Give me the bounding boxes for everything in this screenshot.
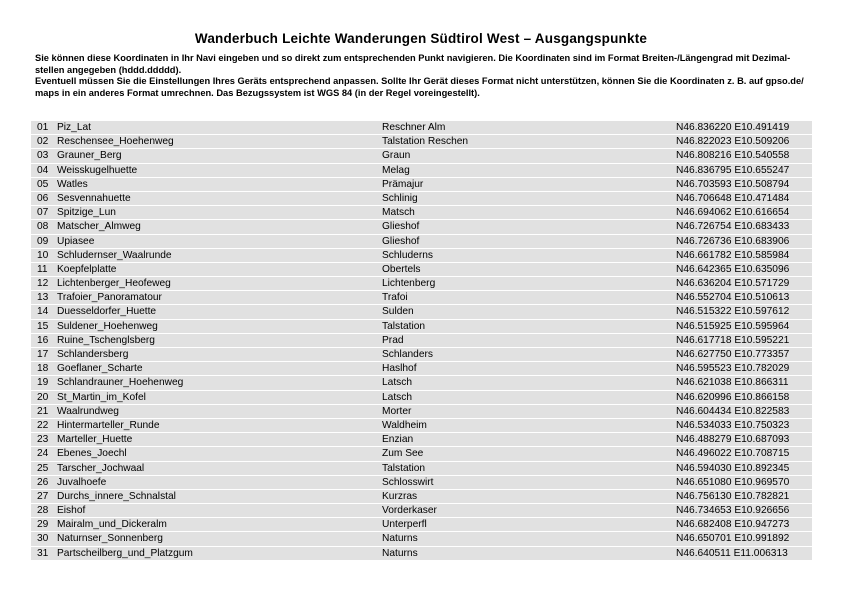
start-point: Reschner Alm bbox=[382, 122, 446, 133]
row-number: 29 bbox=[37, 519, 49, 531]
row-number: 15 bbox=[37, 320, 49, 332]
tour-name: Schludernser_Waalrunde bbox=[57, 249, 172, 261]
table-row bbox=[31, 447, 812, 460]
tour-name: Reschensee_Hoehenweg bbox=[57, 136, 174, 148]
start-point: Talstation bbox=[382, 462, 426, 474]
start-point: Schluderns bbox=[382, 249, 433, 261]
tour-name: Koepfelplatte bbox=[57, 263, 117, 275]
start-point: Kurzras bbox=[382, 490, 418, 502]
start-point: Talstation Reschen bbox=[382, 136, 469, 148]
start-point: Waldheim bbox=[382, 419, 427, 431]
row-number: 27 bbox=[37, 490, 49, 502]
row-number: 26 bbox=[37, 476, 49, 488]
tour-name: St_Martin_im_Kofel bbox=[57, 391, 146, 403]
table-row bbox=[31, 277, 812, 290]
start-point: Morter bbox=[382, 405, 412, 417]
coordinates: N46.604434 E10.822583 bbox=[676, 405, 790, 417]
intro-line-4: maps in ein anderes Format umrechnen. Das Bezugssystem ist WGS 84 (in der Regel voreingestellt). bbox=[35, 87, 480, 98]
coordinates: N46.734653 E10.926656 bbox=[676, 505, 790, 517]
tour-name: Upiasee bbox=[57, 235, 95, 247]
start-point: Prämajur bbox=[382, 178, 424, 190]
coordinates: N46.617718 E10.595221 bbox=[676, 334, 790, 346]
starting-points-table bbox=[31, 121, 812, 560]
row-number: 10 bbox=[37, 249, 49, 261]
coordinates: N46.650701 E10.991892 bbox=[676, 533, 790, 545]
table-row bbox=[31, 433, 812, 446]
coordinates: N46.620996 E10.866158 bbox=[676, 391, 790, 403]
start-point: Graun bbox=[382, 150, 411, 162]
coordinates: N46.534033 E10.750323 bbox=[676, 419, 790, 431]
tour-name: Lichtenberger_Heofeweg bbox=[57, 278, 171, 290]
start-point: Haslhof bbox=[382, 363, 417, 375]
row-number: 20 bbox=[37, 391, 49, 403]
coordinates: N46.822023 E10.509206 bbox=[676, 136, 790, 148]
coordinates: N46.836220 E10.491419 bbox=[676, 122, 790, 133]
table-row bbox=[31, 547, 812, 560]
table-row bbox=[31, 348, 812, 361]
tour-name: Juvalhoefe bbox=[57, 476, 107, 488]
intro-line-3: Eventuell müssen Sie die Einstellungen Ihres Geräts entsprechend anpassen. Sollte Ihr Gerät dieses Format nicht unterstützen, können Sie die Koordinaten z. B. auf gpso.de/ bbox=[35, 76, 804, 86]
tour-name: Mairalm_und_Dickeralm bbox=[57, 519, 167, 531]
row-number: 18 bbox=[37, 363, 49, 375]
table-row bbox=[31, 334, 812, 347]
tour-name: Matscher_Almweg bbox=[57, 221, 141, 233]
row-number: 21 bbox=[37, 405, 49, 417]
row-number: 25 bbox=[37, 462, 49, 474]
coordinates: N46.636204 E10.571729 bbox=[676, 278, 790, 290]
coordinates: N46.642365 E10.635096 bbox=[676, 263, 790, 275]
coordinates: N46.703593 E10.508794 bbox=[676, 178, 790, 190]
row-number: 14 bbox=[37, 306, 49, 318]
row-number: 06 bbox=[37, 192, 49, 204]
row-number: 23 bbox=[37, 434, 49, 446]
row-number: 01 bbox=[37, 122, 49, 133]
start-point: Unterperfl bbox=[382, 519, 427, 531]
tour-name: Trafoier_Panoramatour bbox=[57, 292, 162, 304]
start-point: Schlosswirt bbox=[382, 476, 434, 488]
tour-name: Goeflaner_Scharte bbox=[57, 363, 143, 375]
coordinates: N46.706648 E10.471484 bbox=[676, 192, 790, 204]
coordinates: N46.488279 E10.687093 bbox=[676, 434, 790, 446]
table-row bbox=[31, 235, 812, 248]
start-point: Naturns bbox=[382, 533, 418, 545]
row-number: 16 bbox=[37, 334, 49, 346]
row-number: 28 bbox=[37, 505, 49, 517]
table-row bbox=[31, 206, 812, 219]
tour-name: Marteller_Huette bbox=[57, 434, 133, 446]
start-point: Prad bbox=[382, 334, 404, 346]
intro-text bbox=[35, 53, 830, 99]
table-row bbox=[31, 291, 812, 304]
tour-name: Ebenes_Joechl bbox=[57, 448, 127, 460]
coordinates: N46.694062 E10.616654 bbox=[676, 207, 790, 219]
tour-name: Sesvennahuette bbox=[57, 192, 131, 204]
coordinates: N46.836795 E10.655247 bbox=[676, 164, 790, 176]
start-point: Sulden bbox=[382, 306, 414, 318]
row-number: 22 bbox=[37, 419, 49, 431]
tour-name: Suldener_Hoehenweg bbox=[57, 320, 158, 332]
start-point: Lichtenberg bbox=[382, 278, 436, 290]
coordinates: N46.651080 E10.969570 bbox=[676, 476, 790, 488]
start-point: Zum See bbox=[382, 448, 424, 460]
table-row bbox=[31, 362, 812, 375]
tour-name: Duesseldorfer_Huette bbox=[57, 306, 157, 318]
start-point: Trafoi bbox=[382, 292, 408, 304]
tour-name: Piz_Lat bbox=[57, 122, 91, 133]
start-point: Schlinig bbox=[382, 192, 418, 204]
row-number: 05 bbox=[37, 178, 49, 190]
row-number: 31 bbox=[37, 547, 49, 559]
table-row bbox=[31, 419, 812, 432]
start-point: Glieshof bbox=[382, 235, 420, 247]
table-row bbox=[31, 164, 812, 177]
coordinates: N46.661782 E10.585984 bbox=[676, 249, 790, 261]
tour-name: Partscheilberg_und_Platzgum bbox=[57, 547, 193, 559]
start-point: Glieshof bbox=[382, 221, 420, 233]
table-row bbox=[31, 149, 812, 162]
table-row bbox=[31, 462, 812, 475]
coordinates: N46.496022 E10.708715 bbox=[676, 448, 790, 460]
start-point: Naturns bbox=[382, 547, 418, 559]
table-row bbox=[31, 249, 812, 262]
table-row bbox=[31, 178, 812, 191]
table-row bbox=[31, 518, 812, 531]
tour-name: Schlandersberg bbox=[57, 349, 129, 360]
row-number: 19 bbox=[37, 377, 49, 389]
row-number: 30 bbox=[37, 533, 49, 545]
start-point: Enzian bbox=[382, 434, 414, 446]
row-number: 03 bbox=[37, 150, 49, 162]
tour-name: Naturnser_Sonnenberg bbox=[57, 533, 163, 545]
coordinates: N46.682408 E10.947273 bbox=[676, 519, 790, 531]
start-point: Latsch bbox=[382, 391, 413, 403]
intro-line-2: stellen angegeben (hddd.ddddd). bbox=[35, 64, 182, 75]
table-row bbox=[31, 220, 812, 233]
tour-name: Schlandrauner_Hoehenweg bbox=[57, 377, 184, 389]
row-number: 02 bbox=[37, 136, 49, 148]
tour-name: Grauner_Berg bbox=[57, 150, 122, 162]
tour-name: Tarscher_Jochwaal bbox=[57, 462, 145, 474]
start-point: Matsch bbox=[382, 207, 415, 219]
row-number: 08 bbox=[37, 221, 49, 233]
row-number: 13 bbox=[37, 292, 49, 304]
tour-name: Waalrundweg bbox=[57, 405, 119, 417]
row-number: 11 bbox=[37, 263, 48, 275]
coordinates: N46.595523 E10.782029 bbox=[676, 363, 790, 375]
coordinates: N46.726736 E10.683906 bbox=[676, 235, 790, 247]
start-point: Vorderkaser bbox=[382, 505, 437, 517]
row-number: 04 bbox=[37, 164, 49, 176]
start-point: Melag bbox=[382, 164, 410, 176]
coordinates: N46.552704 E10.510613 bbox=[676, 292, 790, 304]
table-row bbox=[31, 320, 812, 333]
start-point: Latsch bbox=[382, 377, 413, 389]
coordinates: N46.808216 E10.540558 bbox=[676, 150, 790, 162]
tour-name: Spitzige_Lun bbox=[57, 207, 116, 219]
coordinates: N46.640511 E11.006313 bbox=[676, 547, 788, 559]
table-row bbox=[31, 490, 812, 503]
table-row bbox=[31, 305, 812, 318]
coordinates: N46.756130 E10.782821 bbox=[676, 490, 790, 502]
row-number: 09 bbox=[37, 235, 49, 247]
start-point: Obertels bbox=[382, 263, 421, 275]
table-row bbox=[31, 476, 812, 489]
table-row bbox=[31, 135, 812, 148]
row-number: 17 bbox=[37, 349, 49, 360]
tour-name: Durchs_innere_Schnalstal bbox=[57, 490, 176, 502]
table-row bbox=[31, 391, 812, 404]
coordinates: N46.726754 E10.683433 bbox=[676, 221, 790, 233]
intro-line-1: Sie können diese Koordinaten in Ihr Navi eingeben und so direkt zum entsprechenden Punkt navigieren. Die Koordinaten sind im Format Breiten-/Längengrad mit Dezimal- bbox=[35, 53, 791, 63]
page-title: Wanderbuch Leichte Wanderungen Südtirol West – Ausgangspunkte bbox=[194, 31, 648, 46]
coordinates: N46.627750 E10.773357 bbox=[676, 349, 790, 360]
table-row bbox=[31, 532, 812, 545]
table-row bbox=[31, 376, 812, 389]
start-point: Talstation bbox=[382, 320, 426, 332]
coordinates: N46.515322 E10.597612 bbox=[676, 306, 790, 318]
tour-name: Eishof bbox=[57, 505, 86, 517]
table-row bbox=[31, 405, 812, 418]
table-row bbox=[31, 121, 812, 134]
coordinates: N46.594030 E10.892345 bbox=[676, 462, 790, 474]
row-number: 07 bbox=[37, 207, 49, 219]
start-point: Schlanders bbox=[382, 349, 433, 360]
tour-name: Ruine_Tschenglsberg bbox=[57, 334, 155, 346]
row-number: 24 bbox=[37, 448, 49, 460]
coordinates: N46.515925 E10.595964 bbox=[676, 320, 790, 332]
coordinates: N46.621038 E10.866311 bbox=[676, 377, 789, 389]
tour-name: Weisskugelhuette bbox=[57, 164, 138, 176]
row-number: 12 bbox=[37, 278, 49, 290]
table-row bbox=[31, 504, 812, 517]
tour-name: Hintermarteller_Runde bbox=[57, 419, 160, 431]
table-row bbox=[31, 263, 812, 276]
table-row bbox=[31, 192, 812, 205]
tour-name: Watles bbox=[57, 178, 88, 190]
